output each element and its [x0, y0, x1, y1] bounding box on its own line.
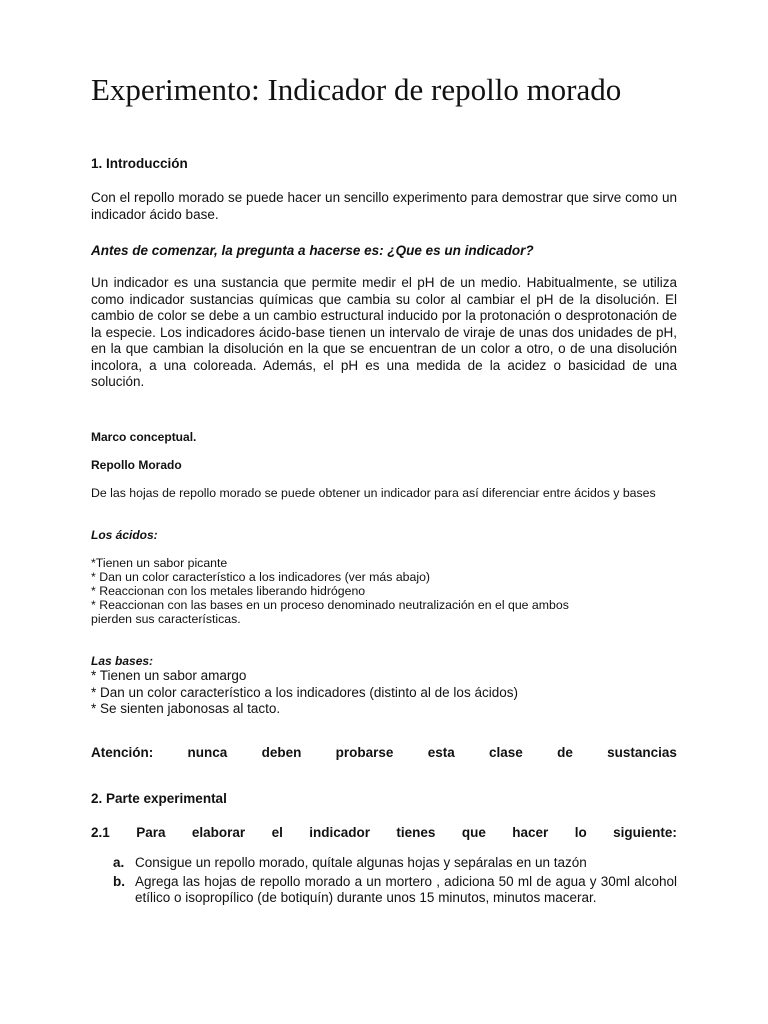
acidos-item: pierden sus características.: [91, 612, 241, 626]
atencion-word: deben: [261, 745, 302, 760]
steps-list: [113, 855, 677, 909]
bases-item: * Tienen un sabor amargo: [91, 668, 247, 683]
subsection-word: el: [271, 825, 283, 840]
bases-heading: Las bases:: [91, 654, 154, 668]
atencion-word: de: [557, 745, 573, 760]
subsection-word: Para: [136, 825, 166, 840]
atencion-word: Atención:: [91, 745, 154, 760]
step-item: [113, 874, 677, 907]
indicator-paragraph: Un indicador es una sustancia que permite medir el pH de un medio. Habitualmente, se utiliza como indicador sustancias químicas que cambia su color al cambiar el pH de la disolución. El cambio de color se debe a un cambio estructural inducido por la protonación o desprotonación de la especie. Los indicadores ácido-base tienen un intervalo de viraje de unas dos unidades de pH, en la que cambian la disolución en la que se encuentran de un color a otro, o de una disolución incolora, a una coloreada. Además, el pH es una medida de la acidez o basicidad de una solución.: [91, 275, 677, 389]
step-text: Agrega las hojas de repollo morado a un mortero , adiciona 50 ml de agua y 30ml alcohol etílico o isopropílico (de botiquín) durante unos 15 minutos, minutos macerar.: [135, 873, 677, 905]
acidos-list: [91, 556, 677, 626]
document-title: Experimento: Indicador de repollo morado: [91, 72, 622, 107]
acidos-heading: Los ácidos:: [91, 528, 158, 542]
atencion-word: clase: [489, 745, 523, 760]
acidos-item: *Tienen un sabor picante: [91, 556, 228, 570]
bases-item: * Dan un color característico a los indicadores (distinto al de los ácidos): [91, 684, 518, 700]
marco-conceptual-heading: Marco conceptual.: [91, 430, 197, 444]
intro-paragraph: Con el repollo morado se puede hacer un sencillo experimento para demostrar que sirve como un indicador ácido base.: [91, 190, 677, 222]
subsection-word: 2.1: [91, 825, 110, 840]
atencion-word: sustancias: [607, 745, 677, 760]
step-item: [113, 855, 677, 872]
atencion-word: probarse: [335, 745, 394, 760]
step-marker: a.: [113, 855, 125, 870]
repollo-paragraph: De las hojas de repollo morado se puede obtener un indicador para así diferenciar entre ácidos y bases: [91, 486, 656, 500]
subsection-word: hacer: [512, 825, 549, 840]
subsection-heading-2-1: [91, 825, 677, 840]
subsection-word: lo: [574, 825, 587, 840]
subsection-word: que: [461, 825, 486, 840]
bases-list: [91, 668, 677, 718]
bases-item: * Se sienten jabonosas al tacto.: [91, 701, 281, 716]
section-heading-introduccion: 1. Introducción: [91, 156, 188, 171]
step-text: Consigue un repollo morado, quítale algunas hojas y sepáralas en un tazón: [135, 855, 587, 870]
atencion-word: esta: [427, 745, 455, 760]
acidos-item: * Reaccionan con las bases en un proceso denominado neutralización en el que ambos: [91, 598, 569, 612]
acidos-item: * Dan un color característico a los indicadores (ver más abajo): [91, 570, 430, 584]
subsection-word: elaborar: [191, 825, 246, 840]
section-heading-parte-experimental: 2. Parte experimental: [91, 791, 227, 806]
repollo-morado-heading: Repollo Morado: [91, 458, 182, 472]
subsection-word: siguiente:: [613, 825, 677, 840]
acidos-item: * Reaccionan con los metales liberando hidrógeno: [91, 584, 366, 598]
subsection-word: indicador: [309, 825, 370, 840]
step-marker: b.: [113, 873, 125, 889]
subsection-word: tienes: [396, 825, 436, 840]
atencion-word: nunca: [187, 745, 228, 760]
question-heading: Antes de comenzar, la pregunta a hacerse es: ¿Que es un indicador?: [91, 243, 534, 258]
atencion-warning: [91, 745, 677, 760]
